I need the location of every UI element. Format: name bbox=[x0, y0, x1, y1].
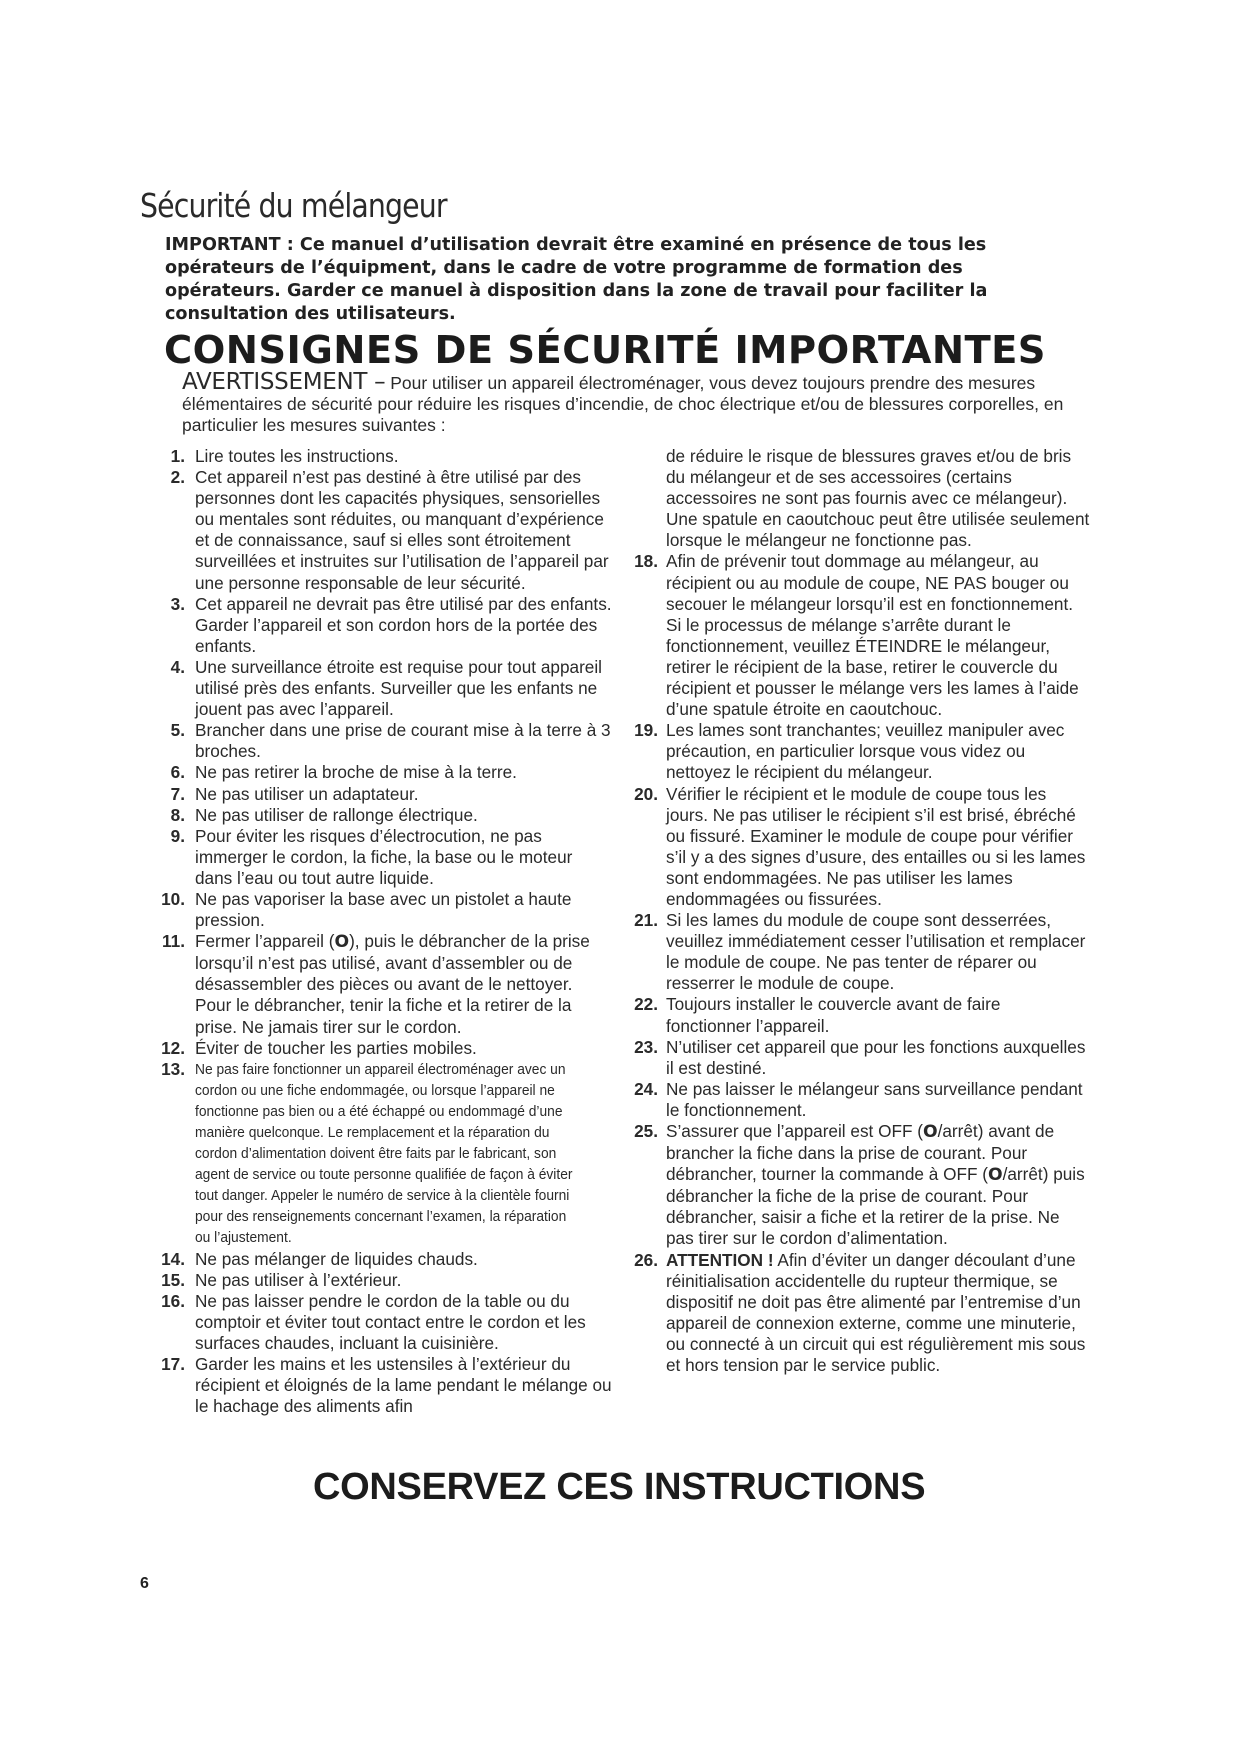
important-notice: IMPORTANT : Ce manuel d’utilisation devrait être examiné en présence de tous les opérateurs de l’équipment, dans le cadre de votre programme de formation des opérateurs. Garder ce manuel à disposition dans la zone de travail pour faciliter la consultation des utilisateurs. bbox=[165, 235, 988, 324]
list-item-continuation: de réduire le risque de blessures graves et/ou de bris du mélangeur et de ses accessoires (certains accessoires ne sont pas fournis avec ce mélangeur). Une spatule en caoutchouc peut être utilisée seulement lorsque le mélangeur ne fonctionne pas. bbox=[666, 446, 1090, 551]
list-item: 25. S’assurer que l’appareil est OFF (O/arrêt) avant de brancher la fiche dans la prise de courant. Pour débrancher, tourner la commande à OFF (O/arrêt) puis débrancher la fiche de la prise de courant. Pour débrancher, saisir a fiche et la retirer de la prise. Ne pas tirer sur le cordon d’alimentation. bbox=[634, 1121, 1085, 1249]
list-item: 16. Ne pas laisser pendre le cordon de la table ou du comptoir et éviter tout contact entre le cordon et les surfaces chaudes, incluant la cuisinière. bbox=[161, 1290, 586, 1353]
instructions-left-column bbox=[152, 446, 612, 1417]
instructions-right-column bbox=[630, 446, 1090, 1376]
page-title: Sécurité du mélangeur bbox=[140, 186, 447, 225]
power-off-icon: O bbox=[334, 932, 350, 953]
list-item: 13. Ne pas faire fonctionner un appareil électroménager avec un cordon ou une fiche endommagée, ou lorsque l’appareil ne fonctionne pas bien ou a été échappé ou endommagé d’une manière quelconque. Le remplacement et la réparation du cordon d’alimentation doivent être faits par le fabricant, son agent de service ou toute personne qualifiée de façon à éviter tout danger. Appeler le numéro de service à la clientèle fourni pour des renseignements concernant l’examen, la réparation ou l’ajustement. bbox=[161, 1058, 573, 1247]
page-number: 6 bbox=[140, 1575, 149, 1592]
footer-heading: CONSERVEZ CES INSTRUCTIONS bbox=[313, 1466, 926, 1508]
power-off-icon: O bbox=[922, 1122, 938, 1142]
list-item: 11. Fermer l’appareil (O), puis le débrancher de la prise lorsqu’il n’est pas utilisé, avant d’assembler ou de désassembler des pièces ou avant de le nettoyer. Pour le débrancher, tenir la fiche et la retirer de la prise. Ne jamais tirer sur le cordon. bbox=[162, 931, 590, 1037]
list-item: 24. Ne pas laisser le mélangeur sans surveillance pendant le fonctionnement. bbox=[634, 1078, 1083, 1120]
list-item: 17. Garder les mains et les ustensiles à l’extérieur du récipient et éloignés de la lame pendant le mélange ou le hachage des aliments afin bbox=[161, 1354, 612, 1417]
list-item: 26. ATTENTION ! Afin d’éviter un danger découlant d’une réinitialisation accidentelle du rupteur thermique, se dispositif ne doit pas être alimenté par l’entremise d’un appareil de connexion externe, comme une minuterie, ou connecté à un circuit qui est régulièrement mis sous et hors tension par le service public. bbox=[634, 1249, 1086, 1376]
warning-text: Pour utiliser un appareil électroménager, vous devez toujours prendre des mesures élémentaires de sécurité pour réduire les risques d’incendie, de choc électrique et/ou de blessures corporelles, en particulier les mesures suivantes : bbox=[182, 373, 1064, 435]
list-item: 19. Les lames sont tranchantes; veuillez manipuler avec précaution, en particulier lorsque vous videz ou nettoyez le récipient du mélangeur. bbox=[634, 720, 1065, 783]
attention-label: ATTENTION ! bbox=[666, 1249, 774, 1270]
list-item: 23. N’utiliser cet appareil que pour les fonctions auxquelles il est destiné. bbox=[634, 1036, 1086, 1078]
list-item: 22. Toujours installer le couvercle avant de faire fonctionner l’appareil. bbox=[634, 994, 1001, 1036]
list-item: 14. Ne pas mélanger de liquides chauds. bbox=[161, 1248, 478, 1269]
list-item: 5. Brancher dans une prise de courant mise à la terre à 3 broches. bbox=[170, 720, 611, 762]
warning-label: AVERTISSEMENT – bbox=[182, 369, 386, 395]
list-item: 3. Cet appareil ne devrait pas être utilisé par des enfants. Garder l’appareil et son cordon hors de la portée des enfants. bbox=[170, 593, 612, 656]
list-item: 7. Ne pas utiliser un adaptateur. bbox=[170, 783, 419, 804]
list-item: 15. Ne pas utiliser à l’extérieur. bbox=[161, 1269, 402, 1290]
list-item: 6. Ne pas retirer la broche de mise à la terre. bbox=[170, 762, 517, 783]
list-item: 9. Pour éviter les risques d’électrocution, ne pas immerger le cordon, la fiche, la base ou le moteur dans l’eau ou tout autre liquide. bbox=[170, 825, 573, 888]
warning-paragraph bbox=[182, 369, 1082, 436]
list-item: 2. Cet appareil n’est pas destiné à être utilisé par des personnes dont les capacités physiques, sensorielles ou mentales sont réduites, ou manquant d’expérience et de connaissance, sauf si elles sont étroitement surveillées et instruites sur l’utilisation de l’appareil par une personne responsable de leur sécurité. bbox=[170, 467, 609, 593]
main-heading: CONSIGNES DE SÉCURITÉ IMPORTANTES bbox=[164, 328, 1046, 373]
list-item: 12. Éviter de toucher les parties mobiles. bbox=[161, 1037, 477, 1058]
list-item: 18. Afin de prévenir tout dommage au mélangeur, au récipient ou au module de coupe, NE PAS bouger ou secouer le mélangeur lorsqu’il est en fonctionnement. Si le processus de mélange s’arrête durant le fonctionnement, veuillez ÉTEINDRE le mélangeur, retirer le récipient de la base, retirer le couvercle du récipient et pousser le mélange vers les lames à l’aide d’une spatule étroite en caoutchouc. bbox=[634, 551, 1079, 720]
list-item: 4. Une surveillance étroite est requise pour tout appareil utilisé près des enfants. Surveiller que les enfants ne jouent pas avec l’appareil. bbox=[170, 656, 603, 720]
list-item: 20. Vérifier le récipient et le module de coupe tous les jours. Ne pas utiliser le récipient s’il est brisé, ébréché ou fissuré. Examiner le module de coupe pour vérifier s’il y a des signes d’usure, des entailles ou si les lames sont endommagées. Ne pas utiliser les lames endommagées ou fissurées. bbox=[634, 783, 1086, 909]
list-item: 1. Lire toutes les instructions. bbox=[170, 446, 399, 466]
list-item: 8. Ne pas utiliser de rallonge électrique. bbox=[170, 804, 478, 825]
power-off-icon: O bbox=[987, 1165, 1003, 1186]
list-item: 21. Si les lames du module de coupe sont desserrées, veuillez immédiatement cesser l’utilisation et remplacer le module de coupe. Ne pas tenter de réparer ou resserrer le module de coupe. bbox=[634, 910, 1086, 994]
list-item: 10. Ne pas vaporiser la base avec un pistolet a haute pression. bbox=[161, 888, 572, 931]
